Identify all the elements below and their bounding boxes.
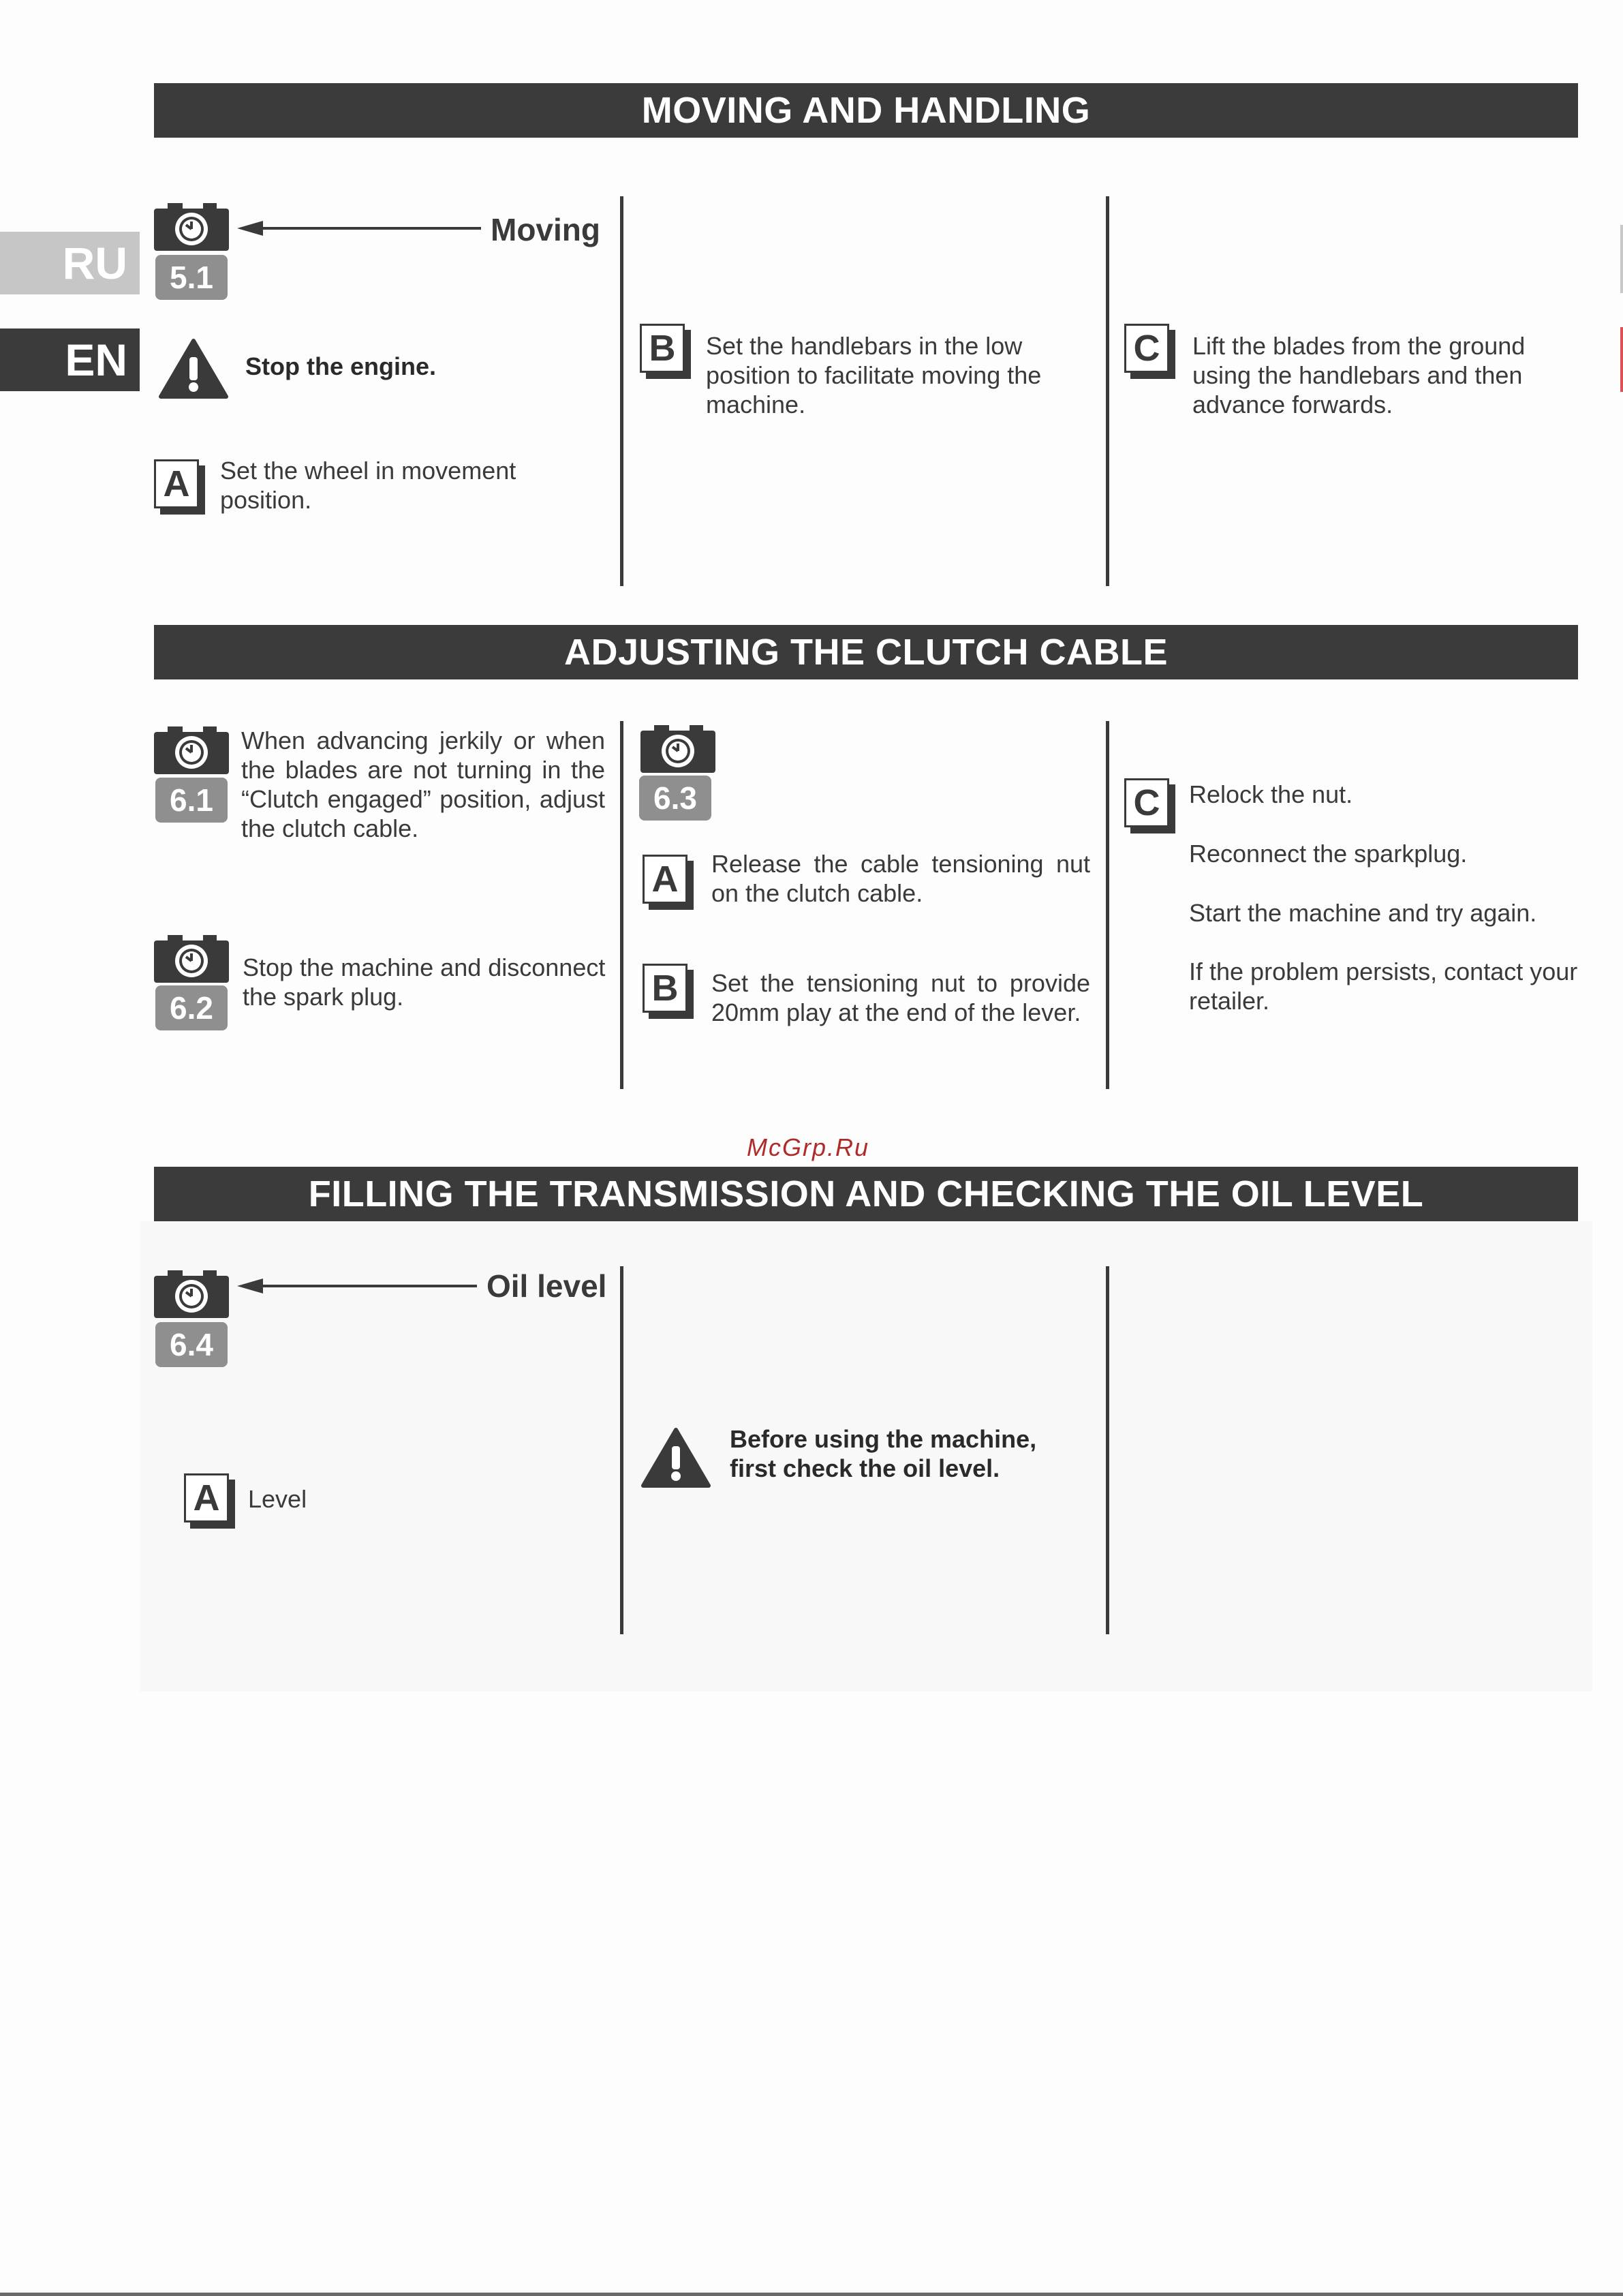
camera-icon — [154, 935, 229, 983]
step-label-c: C — [1124, 324, 1169, 373]
page-bottom-rule — [0, 2293, 1623, 2296]
section-title-clutch: ADJUSTING THE CLUTCH CABLE — [154, 625, 1578, 679]
camera-icon — [640, 725, 715, 773]
figure-number: 6.1 — [155, 778, 228, 823]
watermark: McGrp.Ru — [747, 1133, 870, 1161]
step-label-a: A — [184, 1473, 229, 1522]
step-label-a: A — [643, 855, 687, 904]
section-title-oil: FILLING THE TRANSMISSION AND CHECKING THE OIL LEVEL — [154, 1167, 1578, 1221]
arrow-label: Moving — [491, 212, 600, 247]
column-divider — [1106, 196, 1109, 586]
warning-icon — [640, 1427, 711, 1488]
step-label-c: C — [1124, 778, 1169, 827]
step-text-b: Set the tensioning nut to provide 20mm play at the end of the lever. — [711, 969, 1090, 1026]
figure-number: 6.3 — [639, 776, 711, 821]
section-title-moving: MOVING AND HANDLING — [154, 83, 1578, 138]
step-text-intro: When advancing jerkily or when the blades are not turning in the “Clutch engaged” position, adjust the clutch cable. — [241, 726, 605, 842]
edge-marker — [1620, 225, 1623, 293]
step-label-a: A — [154, 459, 199, 508]
figure-number: 6.2 — [155, 985, 228, 1030]
column-divider — [620, 196, 623, 586]
step-text-c3: Start the machine and try again. — [1189, 899, 1537, 927]
step-text-a: Set the wheel in movement position. — [220, 457, 516, 514]
column-divider — [620, 1266, 623, 1634]
step-text-c2: Reconnect the sparkplug. — [1189, 840, 1468, 868]
camera-icon — [154, 726, 229, 774]
column-divider — [620, 721, 623, 1089]
step-text-c: Lift the blades from the ground using the handlebars and then advance forwards. — [1192, 332, 1526, 418]
step-text-a: Level — [248, 1485, 307, 1513]
arrow-line — [259, 227, 481, 230]
camera-icon — [154, 1270, 229, 1318]
figure-number: 5.1 — [155, 255, 228, 300]
step-text-c4: If the problem persists, contact your retailer. — [1189, 958, 1578, 1015]
arrow-label: Oil level — [486, 1268, 607, 1304]
figure-number: 6.4 — [155, 1322, 228, 1367]
step-label-b: B — [643, 964, 687, 1013]
step-text-b: Set the handlebars in the low position to facilitate moving the machine. — [706, 332, 1042, 418]
step-text-stop: Stop the machine and disconnect the spark plug. — [243, 953, 606, 1011]
camera-icon — [154, 203, 229, 251]
step-text-a: Release the cable tensioning nut on the clutch cable. — [711, 850, 1090, 907]
step-text-c1: Relock the nut. — [1189, 780, 1353, 808]
tab-ru[interactable]: RU — [0, 232, 140, 294]
tab-en[interactable]: EN — [0, 328, 140, 391]
warning-icon — [158, 338, 229, 399]
warning-text-line2: first check the oil level. — [730, 1454, 1000, 1482]
warning-text: Stop the engine. — [245, 352, 437, 380]
edge-marker — [1620, 327, 1623, 392]
warning-text-line1: Before using the machine, — [730, 1425, 1037, 1453]
column-divider — [1106, 721, 1109, 1089]
arrow-line — [259, 1285, 477, 1287]
step-label-b: B — [640, 324, 685, 373]
